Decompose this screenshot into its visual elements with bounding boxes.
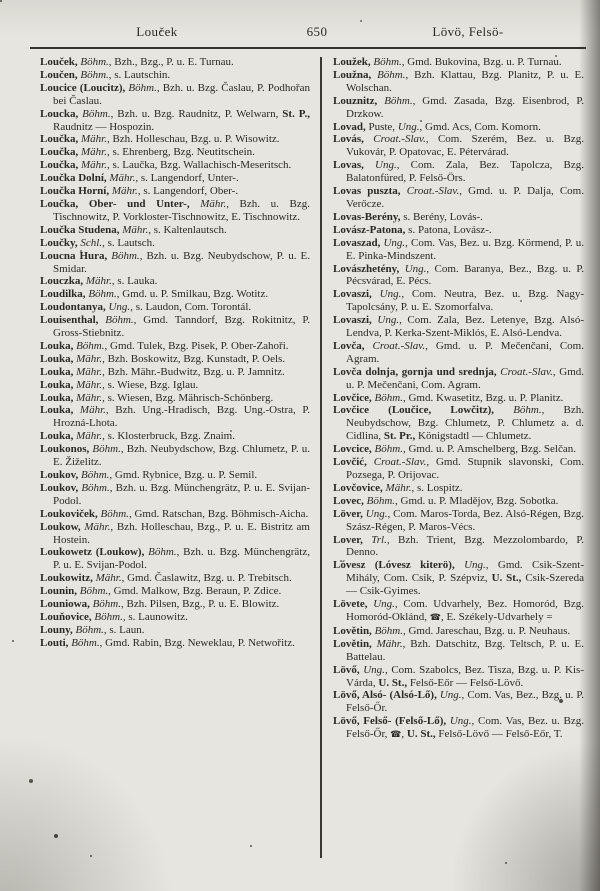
entry-text: Böhm. (144, 546, 177, 559)
entry-text: , Gmd. Ratschan, Bzg. Böhmisch-Aicha. (128, 507, 309, 520)
entry-text: , Gmd. Bukovina, Bzg. u. P. Turnau. (401, 56, 562, 68)
entry-text: Lounin, (40, 585, 77, 598)
entry-text: , Com. Baranya, Bez., Bzg. u. P. Pécsvárad, E. Pécs. (346, 262, 584, 288)
entry-text: , Bzh. u. Bzg. Neubydschow, P. u. E. Smidar. (53, 249, 310, 275)
entry-text: Böhm. (78, 481, 110, 494)
posthorn-symbol: ☎ (429, 612, 441, 623)
entry-text: Louňovice, (40, 610, 92, 623)
entry-text: , Com. Maros-Torda, Bez. Alsó-Régen, Bzg. Szász-Régen, P. Maros-Vécs. (346, 507, 584, 533)
entry (333, 715, 584, 742)
entry-text: , s. Laudon, Com. Torontál. (130, 301, 252, 314)
entry-text: Mähr. (73, 352, 103, 365)
entry-text: Loukoviček, (40, 507, 98, 520)
entry-text: , Bzh. Trient, Bzg. Mezzolombardo, P. Denno. (346, 533, 584, 559)
entry (40, 598, 310, 611)
entry-text: U. St., (491, 572, 522, 585)
entry (333, 288, 584, 314)
entry-text: Mähr. (371, 637, 403, 650)
header-keyword-left: Louček (136, 24, 178, 39)
entry (333, 392, 584, 405)
entry-text: Lövő, Felső- (Felső-Lő), (333, 715, 447, 728)
entry-text: Lovčice, (333, 391, 372, 404)
entry-text: , s. Langendorf, Ober-. (137, 185, 239, 198)
entry-text: Louny, (40, 623, 73, 636)
entry-text: U. St., (406, 728, 436, 741)
header-keyword-right: Lövö, Felsö- (432, 24, 504, 39)
entry-text: , Bzh. Ung.-Hradisch, Bzg. Ung.-Ostra, P. Hrozná-Lhota. (53, 404, 310, 430)
entry-text: , Gmd. Zasada, Bzg. Eisenbrod, P. Drzkow. (346, 94, 584, 120)
entry-text: Loudontanya, (40, 301, 106, 314)
entry-text: Lovča, (333, 339, 365, 352)
column-right (333, 56, 584, 858)
entry (40, 482, 310, 508)
entry-text: , s. Wiese, Bzg. Iglau. (102, 378, 199, 391)
entry-text: Lovas-Berény, (333, 210, 401, 223)
entry (40, 159, 310, 172)
entry (40, 56, 310, 69)
entry-text: , Bzh. Pilsen, Bzg., P. u. E. Blowitz. (121, 598, 280, 611)
entry-text: Böhm. (371, 624, 403, 637)
entry-text: , (401, 728, 407, 741)
entry-text: , Bzh. Mähr.-Budwitz, Bzg. u. P. Jamnitz. (102, 365, 285, 378)
entry-text: Böhm. (98, 314, 134, 327)
entry (40, 353, 310, 366)
entry (333, 534, 584, 560)
entry-text: Ung. (363, 159, 397, 172)
entry (40, 172, 310, 185)
entry-text: Loučen, (40, 68, 78, 81)
entry-text: Croat.-Slav. (366, 456, 427, 469)
entry-text: Louisenthal, (40, 314, 99, 327)
entry-text: Lövő, (333, 663, 360, 676)
entry-text: Loučka, Ober- und Unter-, (40, 197, 190, 210)
entry-text: Böhm. (77, 585, 109, 598)
entry-text: Böhm. (78, 107, 111, 120)
entry-text: Felső-Eőr — Felső-Lövő. (407, 676, 524, 689)
entry (40, 366, 310, 379)
entry-text: , Bzh. Neubydschow, Bzg. Chlumetz, P. Chlumetz a. d. Cidlina, (346, 404, 584, 443)
entry-text: Louka, (40, 404, 74, 417)
entry-text: Loukowetz (Loukow), (40, 546, 145, 559)
entry-text: St. Pr., (383, 430, 416, 443)
entry-text: Loukowitz, (40, 572, 93, 585)
column-divider (320, 57, 322, 858)
entry-text: , Gmd. Csik-Szent-Mihály, Com. Csik, P. Szépviz, (346, 559, 584, 585)
entry-text: Böhm. (371, 68, 406, 81)
entry-text: , Bzh. Neubydschow, Bzg. Chlumetz, P. u. E. Žiželitz. (53, 443, 311, 469)
entry-text: Louka, (40, 365, 74, 378)
entry-text: , Com. Neutra, Bez. u. Bzg. Nagy-Tapolcsány, P. u. E. Szomorfalva. (346, 288, 584, 314)
entry (40, 133, 310, 146)
entry-text: , Com. Zala, Bez. Letenye, Bzg. Alsó-Lendva, P. Kerka-Szent-Miklós, E. Alsó-Lendva. (346, 314, 584, 340)
entry (333, 366, 584, 392)
entry-text: , Bzh. u. Bzg. Münchengrätz, P. u. E. Svijan-Podol. (53, 481, 310, 507)
entry-text: , Com. Zala, Bez. Tapolcza, Bzg. Balatonfüred, P. Felső-Örs. (346, 159, 585, 185)
entry (40, 611, 310, 624)
entry (333, 237, 584, 263)
entry-text: Böhm. (89, 443, 121, 456)
entry-text: Mähr. (73, 378, 103, 391)
entry (333, 133, 584, 159)
entry-text: Loučka, (40, 159, 79, 172)
entry-text: , Bzh., Bzg., P. u. E. Turnau. (108, 56, 234, 68)
entry (333, 456, 584, 482)
entry-text: Böhm. (363, 494, 396, 507)
entry-text: Lovás, (333, 133, 364, 146)
entry-text: , s. Klosterbruck, Bzg. Znaim. (102, 430, 235, 443)
entry (40, 443, 310, 469)
scan-speckles (0, 0, 2, 2)
entry (333, 508, 584, 534)
entry-text: , Bzh. Holleschau, Bzg. u. P. Wisowitz. (106, 133, 280, 146)
entry-text: Ung. (436, 689, 462, 702)
entry-text: , Bzh. u. Bzg. Časlau, P. Podhořan bei Časlau. (53, 81, 310, 107)
entry-text: Ung. (371, 314, 400, 327)
entry-text: Loucna Hura, (40, 249, 108, 262)
entry-text: , Bzh. Holleschau, Bzg., P. u. E. Bistritz am Hostein. (53, 520, 310, 546)
entry-text: , Com. Vas, Bez. u. Bzg. Körmend, P. u. E. Pinka-Mindszent. (346, 236, 584, 262)
entry (40, 430, 310, 443)
entry-text: Louka, (40, 391, 74, 404)
entry-text: , Gmd. u. P. Smilkau, Bzg. Wotitz. (116, 288, 269, 301)
entry-text: Mähr. (78, 159, 107, 172)
entry-text: Lovcice, (333, 443, 372, 456)
entry-text: Lovčice (Loučice, Lowčitz), (333, 404, 495, 417)
entry-text: Ung. (359, 663, 385, 676)
column-left (40, 56, 310, 858)
entry (333, 638, 584, 664)
entry (40, 69, 310, 82)
entry-text: Schl. (77, 236, 103, 249)
entry (40, 275, 310, 288)
entry-text: , Gmd. u. P. Mladějov, Bzg. Sobotka. (395, 494, 559, 507)
header-rule (30, 47, 586, 49)
entry-text: Böhm. (77, 56, 109, 68)
entry-text: , Gmd. Rabin, Bzg. Neweklau, P. Netwořitz. (99, 636, 295, 649)
entry (40, 572, 310, 585)
entry (40, 108, 310, 134)
entry-text: , Bzh. Boskowitz, Bzg. Kunstadt, P. Oels. (102, 352, 286, 365)
entry-text: Croat.-Slav. (400, 185, 460, 198)
entry-text: , s. Ehrenberg, Bzg. Neutitschein. (106, 146, 255, 159)
entry-text: Mähr. (73, 391, 103, 404)
entry-text: , Gmd. Rybnice, Bzg. u. P. Semil. (109, 469, 258, 481)
entry-text: Böhm. (370, 56, 402, 68)
entry-text: s. Patona, Lovász-. (405, 223, 492, 236)
entry-text: , s. Lauka. (111, 275, 158, 288)
entry (40, 585, 310, 598)
entry-text: Loukow, (40, 520, 81, 533)
entry-text: Böhm. (89, 598, 121, 611)
entry-text: Loukov, (40, 469, 79, 481)
entry-text: , Gmd. Stupnik slavonski, Com. Pozsega, P. Orijovac. (346, 456, 584, 481)
entry (333, 185, 584, 211)
entry-text: Böhm. (73, 339, 105, 352)
entry (333, 211, 584, 224)
entry-text: Louniowa, (40, 598, 90, 611)
entry-text: Böhm. (377, 94, 413, 107)
entry-text: , Gmd. Tanndorf, Bzg. Rokitnitz, P. Gross-Stiebnitz. (53, 314, 310, 340)
entry-text: Ung. (446, 715, 472, 728)
entry-text: Raudnitz — Hospozin. (53, 120, 155, 133)
entry (40, 250, 310, 276)
entry-text: Böhm. (72, 623, 104, 636)
entry (40, 508, 310, 521)
entry-text: Mähr. (73, 365, 103, 378)
entry-text: Lóvesz (Lóvesz kiterö), (333, 559, 455, 572)
entry-text: Ung. (454, 559, 486, 572)
entry (40, 624, 310, 637)
entry-text: , Gmd. u. P. Mečenčani, Com. Agram. (346, 339, 584, 365)
entry-text: Ung. (397, 120, 420, 133)
entry-text: Ung. (380, 236, 406, 249)
entry-text: , Gmd. Tulek, Bzg. Pisek, P. Ober-Zahoři. (104, 339, 289, 352)
entry-text: Lövő, Alsó- (Alsó-Lő), (333, 689, 437, 702)
entry-text: Louka, (40, 430, 74, 443)
entry-text: Mähr. (106, 172, 136, 185)
entry-text: Ung. (362, 507, 388, 520)
entry-text: Böhm. (77, 68, 109, 81)
entry-text: Louček, (40, 56, 78, 68)
entry-text: , Gmd. u. P. Dalja, Com. Verőcze. (346, 185, 584, 210)
page-header (32, 24, 584, 40)
entry (333, 224, 584, 237)
entry-text: , s. Launowitz. (122, 610, 188, 623)
entry-text: Böhm. (494, 404, 542, 417)
entry (40, 146, 310, 159)
entry-text: , Com. Vas, Bez., Bzg. u. P. Felső-Őr. (346, 689, 584, 715)
entry-text: Mähr. (92, 572, 122, 585)
page-number: 650 (306, 24, 328, 39)
entry (40, 340, 310, 353)
entry-text: Loudilka, (40, 288, 86, 301)
entry-text: Lovászhetény, (333, 262, 400, 275)
entry-text: Louka, (40, 378, 74, 391)
entry (333, 598, 584, 625)
entry-text: Lövete, (333, 598, 368, 611)
entry-text: Ung. (105, 301, 131, 314)
entry (40, 521, 310, 547)
entry-text: Felső-Lövő — Felső-Eőr, T. (435, 728, 563, 741)
entry-text: Lovaszi, (333, 314, 372, 327)
entry-text: , Bzh. u. Bzg. Tischnowitz, P. Vorkloster-Tischnowitz, E. Tischnowitz. (53, 197, 310, 223)
entry-text: Loukov, (40, 481, 79, 494)
entry (333, 121, 584, 134)
entry-text: , s. Laun. (103, 623, 145, 636)
entry (40, 237, 310, 250)
entry-text: Loucka, (40, 107, 79, 120)
entry (40, 404, 310, 430)
entry-text: , s. Laučka, Bzg. Wallachisch-Meseritsch. (106, 159, 292, 172)
entry-text: Mähr. (119, 223, 149, 236)
entry (333, 443, 584, 456)
entry-text: Böhm. (97, 507, 129, 520)
entry (40, 469, 310, 482)
entry (40, 288, 310, 301)
entry-text: Loužna, (333, 68, 372, 81)
entry-text: , Bzh. Klattau, Bzg. Planitz, P. u. E. Wolschan. (346, 68, 584, 94)
entry-text: Königstadtl — Chlumetz. (415, 430, 532, 443)
entry (40, 301, 310, 314)
entry-text: Louznitz, (333, 94, 378, 107)
entry-text: Csik-Szereda — Csik-Gyimes. (346, 572, 584, 598)
entry-text: , Gmd. Acs, Com. Komorn. (419, 120, 541, 133)
entry-text: Trl. (362, 533, 387, 546)
entry (333, 263, 584, 289)
entry-text: Lovász-Patona, (333, 223, 406, 236)
entry-text: Lovas, (333, 159, 364, 172)
entry-text: Loučka Horní, (40, 185, 110, 198)
entry (333, 495, 584, 508)
entry-text: Ung. (371, 288, 402, 301)
entry-text: Böhm. (85, 288, 117, 301)
entry-text: Puste, (365, 120, 398, 133)
entry-text: , s. Lautschin. (108, 68, 171, 81)
entry-text: , s. Langendorf, Unter-. (135, 172, 239, 185)
entry-text: Lovča dolnja, gornja und srednja, (333, 365, 497, 378)
entry (40, 379, 310, 392)
entry-text: , Bzh. u. Bzg. Münchengrätz, P. u. E. Svijan-Podol. (53, 546, 310, 572)
two-column-text (40, 56, 584, 858)
entry-text: , s. Lospitz. (411, 481, 463, 494)
entry-text: Croat.-Slav. (496, 365, 553, 378)
entry-text: Croat.-Slav. (364, 339, 426, 352)
entry-text: , Gmd. Malkow, Bzg. Beraun, P. Zdice. (108, 585, 282, 598)
entry-text: , s. Lautsch. (102, 236, 155, 249)
entry (40, 185, 310, 198)
entry-text: Böhm. (371, 443, 403, 456)
entry-text: Böhm. (107, 249, 140, 262)
entry (40, 637, 310, 650)
entry-text: Louczka, (40, 275, 84, 288)
entry-text: Lovaszad, (333, 236, 381, 249)
entry-text: Lovaszi, (333, 288, 372, 301)
entry-text: Mähr. (78, 146, 107, 159)
entry (333, 95, 584, 121)
entry-text: Lovas puszta, (333, 185, 401, 198)
entry (40, 198, 310, 224)
entry (333, 69, 584, 95)
entry-text: Lovčić, (333, 456, 367, 469)
entry-text: Loučka Dolní, (40, 172, 107, 185)
entry-text: , E. Székely-Udvarhely = (440, 610, 553, 623)
entry-text: , Com. Udvarhely, Bez. Homoród, Bzg. Homoród-Oklánd, (346, 598, 585, 623)
entry-text: Loučka Studena, (40, 223, 120, 236)
entry (40, 546, 310, 572)
entry (333, 314, 584, 340)
entry-text: Mähr. (78, 133, 107, 146)
entry (40, 224, 310, 237)
entry-text: , Com. Szabolcs, Bez. Tisza, Bzg. u. P. Kis-Várda, (346, 663, 584, 689)
entry (333, 664, 584, 690)
entry-text: Lovětin, (333, 637, 372, 650)
entry-text: Löver, (333, 507, 363, 520)
entry (333, 159, 584, 185)
entry-text: Loučka, (40, 133, 79, 146)
entry (333, 482, 584, 495)
entry-text: Mähr. (73, 404, 106, 417)
entry-text: Ung. (399, 262, 427, 275)
entry-text: , Com. Vas, Bez. u. Bzg. Felső-Őr, (346, 715, 584, 741)
entry-text: Mähr. (382, 481, 412, 494)
entry-text: Mähr. (189, 197, 227, 210)
entry-text: Louti, (40, 636, 69, 649)
posthorn-symbol: ☎ (390, 730, 402, 741)
entry (333, 625, 584, 638)
entry (40, 314, 310, 340)
entry-text: , Gmd. Kwasetitz, Bzg. u. P. Planitz. (402, 391, 564, 404)
entry-text: Böhm. (371, 391, 403, 404)
entry (333, 559, 584, 598)
entry-text: Mähr. (109, 185, 138, 198)
entry-text: , Bzh. Datschitz, Bzg. Teltsch, P. u. E. Battelau. (346, 637, 584, 663)
entry-text: Louka, (40, 339, 74, 352)
entry (333, 340, 584, 366)
entry-text: , s. Kaltenlautsch. (148, 223, 227, 236)
entry-text: U. St., (378, 676, 408, 689)
entry-text: Böhm. (68, 636, 100, 649)
entry-text: Lovad, (333, 120, 366, 133)
entry (333, 56, 584, 69)
entry-text: Loucice (Loucitz), (40, 81, 126, 94)
entry-text: St. P., (282, 107, 310, 120)
entry (40, 392, 310, 405)
entry-text: Loučka, (40, 146, 79, 159)
entry-text: , Gmd. u. P. Amschelberg, Bzg. Selčan. (402, 443, 576, 456)
entry-text: Mähr. (83, 275, 112, 288)
entry-text: Loukonos, (40, 443, 90, 456)
entry-text: Lover, (333, 533, 363, 546)
entry-text: Lovčovice, (333, 481, 383, 494)
entry-text: Croat.-Slav. (363, 133, 426, 146)
entry-text: Lovětin, (333, 624, 372, 637)
entry-text: , Gmd. Jareschau, Bzg. u. P. Neuhaus. (402, 624, 571, 637)
entry (333, 689, 584, 715)
entry-text: s. Berény, Lovás-. (400, 210, 483, 223)
entry-text: Böhm. (91, 610, 123, 623)
entry-text: Loužek, (333, 56, 371, 68)
entry-text: Böhm. (78, 469, 110, 481)
entry (40, 82, 310, 108)
entry-text: , s. Wiesen, Bzg. Mährisch-Schönberg. (102, 391, 274, 404)
entry-text: , Gmd. u. P. Mečenčani, Com. Agram. (346, 365, 584, 391)
entry-text: , Gmd. Časlawitz, Bzg. u. P. Trebitsch. (121, 572, 292, 585)
entry (333, 404, 584, 443)
entry-text: Böhm. (125, 81, 157, 94)
entry-text: , Bzh. u. Bzg. Raudnitz, P. Welwarn, (110, 107, 283, 120)
entry-text: , Com. Szerém, Bez. u. Bzg. Vukovár, P. Opatovac, E. Pétervárad. (346, 133, 584, 159)
entry-text: Lovec, (333, 494, 364, 507)
entry-text: Loučky, (40, 236, 78, 249)
entry-text: Mähr. (73, 430, 103, 443)
entry-text: Mähr. (80, 520, 111, 533)
entry-text: Louka, (40, 352, 74, 365)
entry-text: Ung. (367, 598, 395, 611)
